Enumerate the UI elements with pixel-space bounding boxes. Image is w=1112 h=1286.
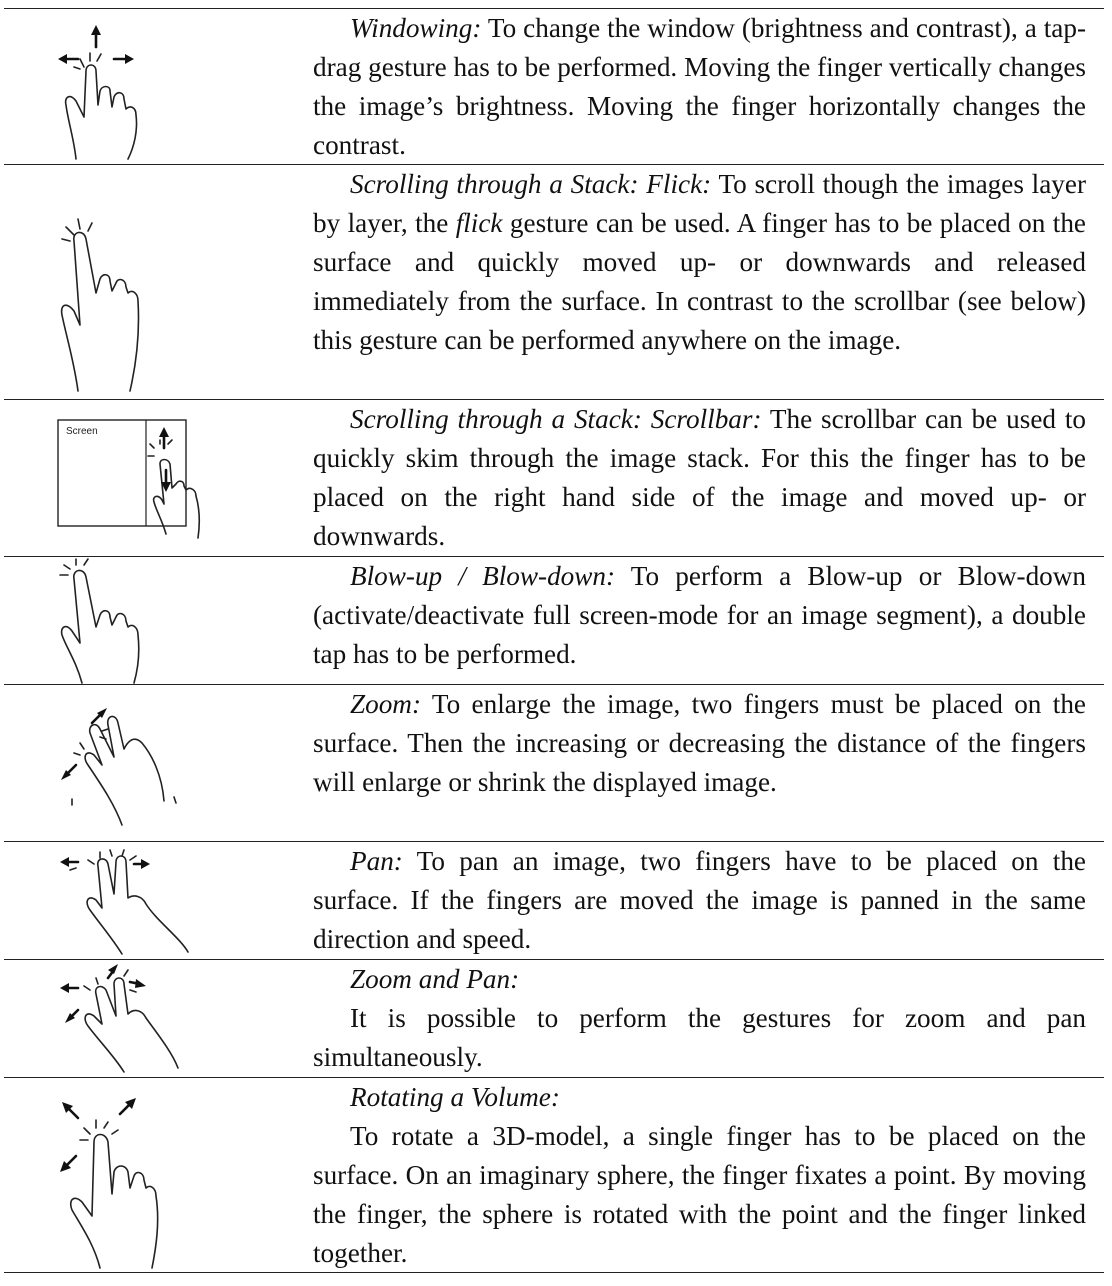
- screen-label: Screen: [66, 426, 98, 437]
- row-body: It is possible to perform the gestures for zoom and pan simultaneously.: [313, 1003, 1086, 1072]
- gesture-table: [4, 8, 1104, 1273]
- row-body: To rotate a 3D-model, a single finger has to be placed on the surface. On an imaginary sphere, the finger fixates a point. By moving the finger, the sphere is rotated with the point and the finger linked together.: [313, 1121, 1086, 1268]
- double-tap-hand-icon: [4, 557, 304, 684]
- gesture-row-blow-up: [4, 556, 1104, 684]
- row-body: To pan an image, two fingers have to be placed on the surface. If the fingers are moved the image is panned in the same direction and speed.: [313, 846, 1086, 954]
- gesture-row-zoom: [4, 684, 1104, 841]
- row-heading: Pan:: [350, 846, 403, 876]
- row-body: The scrollbar can be used to quickly skim through the image stack. For this the finger has to be placed on the right hand side of the image and moved up- or downwards.: [313, 404, 1087, 551]
- flick-hand-icon: [4, 165, 304, 399]
- row-body: gesture can be used. A finger has to be placed on the surface and quickly moved up- or downwards and released immediately from the surface. In contrast to the scrollbar (see below) this gesture can be performed anywhere on the image.: [313, 208, 1086, 355]
- gesture-row-windowing: [4, 8, 1104, 164]
- zoom-pan-hand-icon: [4, 960, 304, 1077]
- scrollbar-screen-icon: [4, 400, 304, 556]
- two-finger-pan-hand-icon: [4, 842, 304, 959]
- gesture-row-flick: [4, 164, 1104, 399]
- gesture-row-rotate: [4, 1077, 1104, 1273]
- row-heading: Zoom:: [350, 689, 421, 719]
- row-body: To scroll though the images layer by layer, the: [313, 169, 1086, 238]
- tap-drag-hand-icon: [4, 9, 304, 164]
- gesture-row-scrollbar: [4, 399, 1104, 556]
- row-heading: Scrolling through a Stack: Scrollbar:: [350, 404, 762, 434]
- row-heading: Scrolling through a Stack: Flick:: [350, 169, 712, 199]
- gesture-row-zoom-and-pan: [4, 959, 1104, 1077]
- pinch-zoom-hand-icon: [4, 685, 304, 841]
- row-heading: Rotating a Volume:: [350, 1082, 560, 1112]
- row-body: To enlarge the image, two fingers must be placed on the surface. Then the increasing or decreasing the distance of the fingers will enlarge or shrink the displayed image.: [313, 689, 1086, 797]
- row-body-emphasis: flick: [455, 208, 503, 238]
- row-heading: Windowing:: [350, 13, 482, 43]
- row-body: To change the window (brightness and contrast), a tap-drag gesture has to be performed. Moving the finger vertically changes the image’s brightness. Moving the finger horizontally changes the contrast.: [313, 13, 1086, 160]
- rotate-hand-icon: [4, 1078, 304, 1272]
- row-heading: Blow-up / Blow-down:: [350, 561, 616, 591]
- gesture-row-pan: [4, 841, 1104, 959]
- row-body: To perform a Blow-up or Blow-down (activate/deactivate full screen-mode for an image segment), a double tap has to be performed.: [313, 561, 1086, 669]
- row-heading: Zoom and Pan:: [350, 964, 520, 994]
